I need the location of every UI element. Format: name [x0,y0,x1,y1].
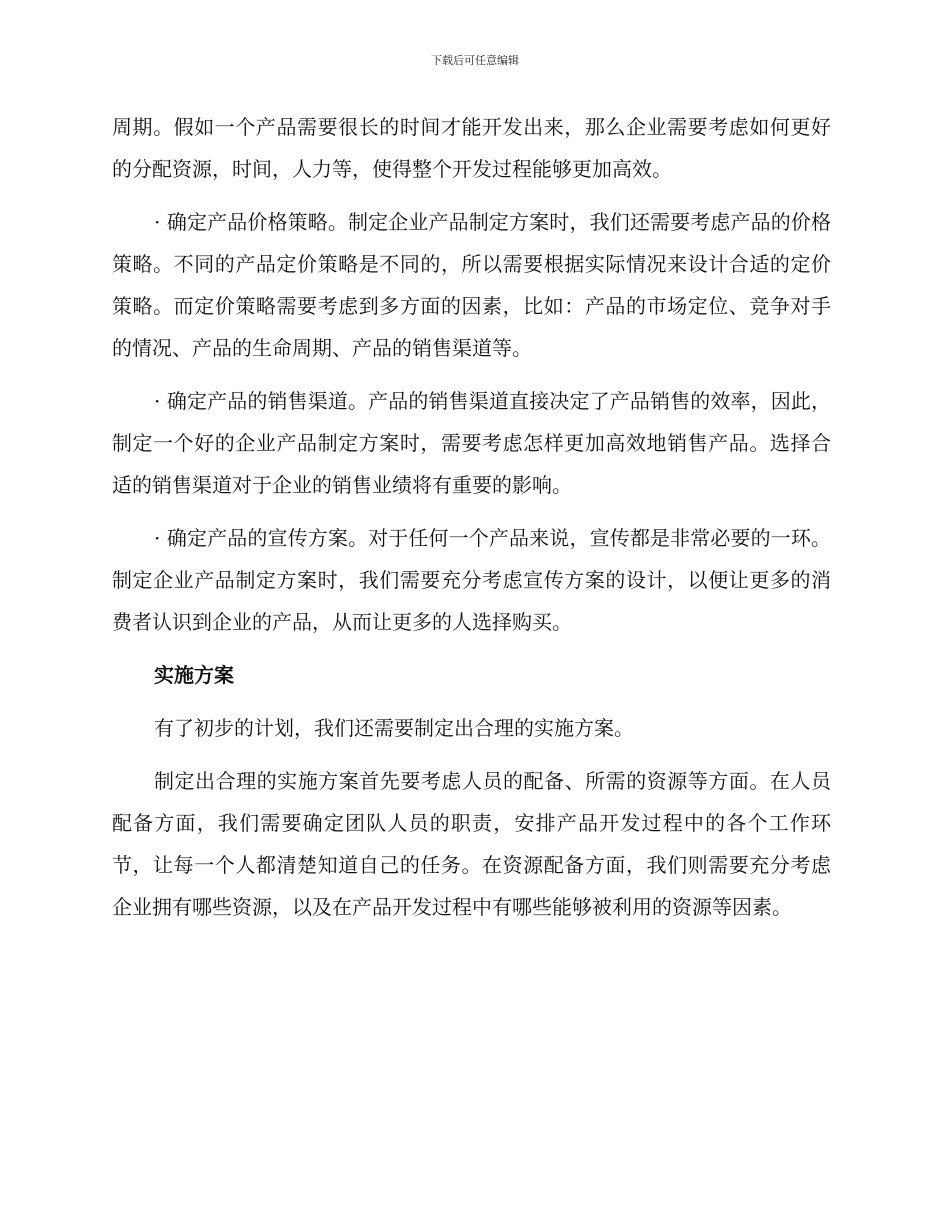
page-header: 下载后可任意编辑 [431,54,519,67]
continuation-paragraph: 周期。假如一个产品需要很长的时间才能开发出来，那么企业需要考虑如何更好的分配资源，时间，人力等，使得整个开发过程能够更加高效。 [112,115,831,181]
body-paragraph: 制定出合理的实施方案首先要考虑人员的配备、所需的资源等方面。在人员配备方面，我们需要确定团队人员的职责，安排产品开发过程中的各个工作环节，让每一个人都清楚知道自己的任务。在资源配备方面，我们则需要充分考虑企业拥有哪些资源，以及在产品开发过程中有哪些能够被利用的资源等因素。 [112,769,831,919]
intro-paragraph: 有了初步的计划，我们还需要制定出合理的实施方案。 [154,716,634,740]
bullet-price-strategy: · 确定产品价格策略。制定企业产品制定方案时，我们还需要考虑产品的价格策略。不同的产品定价策略是不同的，所以需要根据实际情况来设计合适的定价策略。而定价策略需要考虑到多方面的因素，比如：产品的市场定位、竞争对手的情况、产品的生命周期、产品的销售渠道等。 [112,210,831,360]
bullet-sales-channel: · 确定产品的销售渠道。产品的销售渠道直接决定了产品销售的效率，因此，制定一个好的企业产品制定方案时，需要考虑怎样更加高效地销售产品。选择合适的销售渠道对于企业的销售业绩将有重要的影响。 [112,389,831,497]
section-heading: 实施方案 [154,663,234,687]
bullet-promotion-plan: · 确定产品的宣传方案。对于任何一个产品来说，宣传都是非常必要的一环。制定企业产品制定方案时，我们需要充分考虑宣传方案的设计，以便让更多的消费者认识到企业的产品，从而让更多的人选择购买。 [112,526,831,634]
document-body [112,106,831,928]
